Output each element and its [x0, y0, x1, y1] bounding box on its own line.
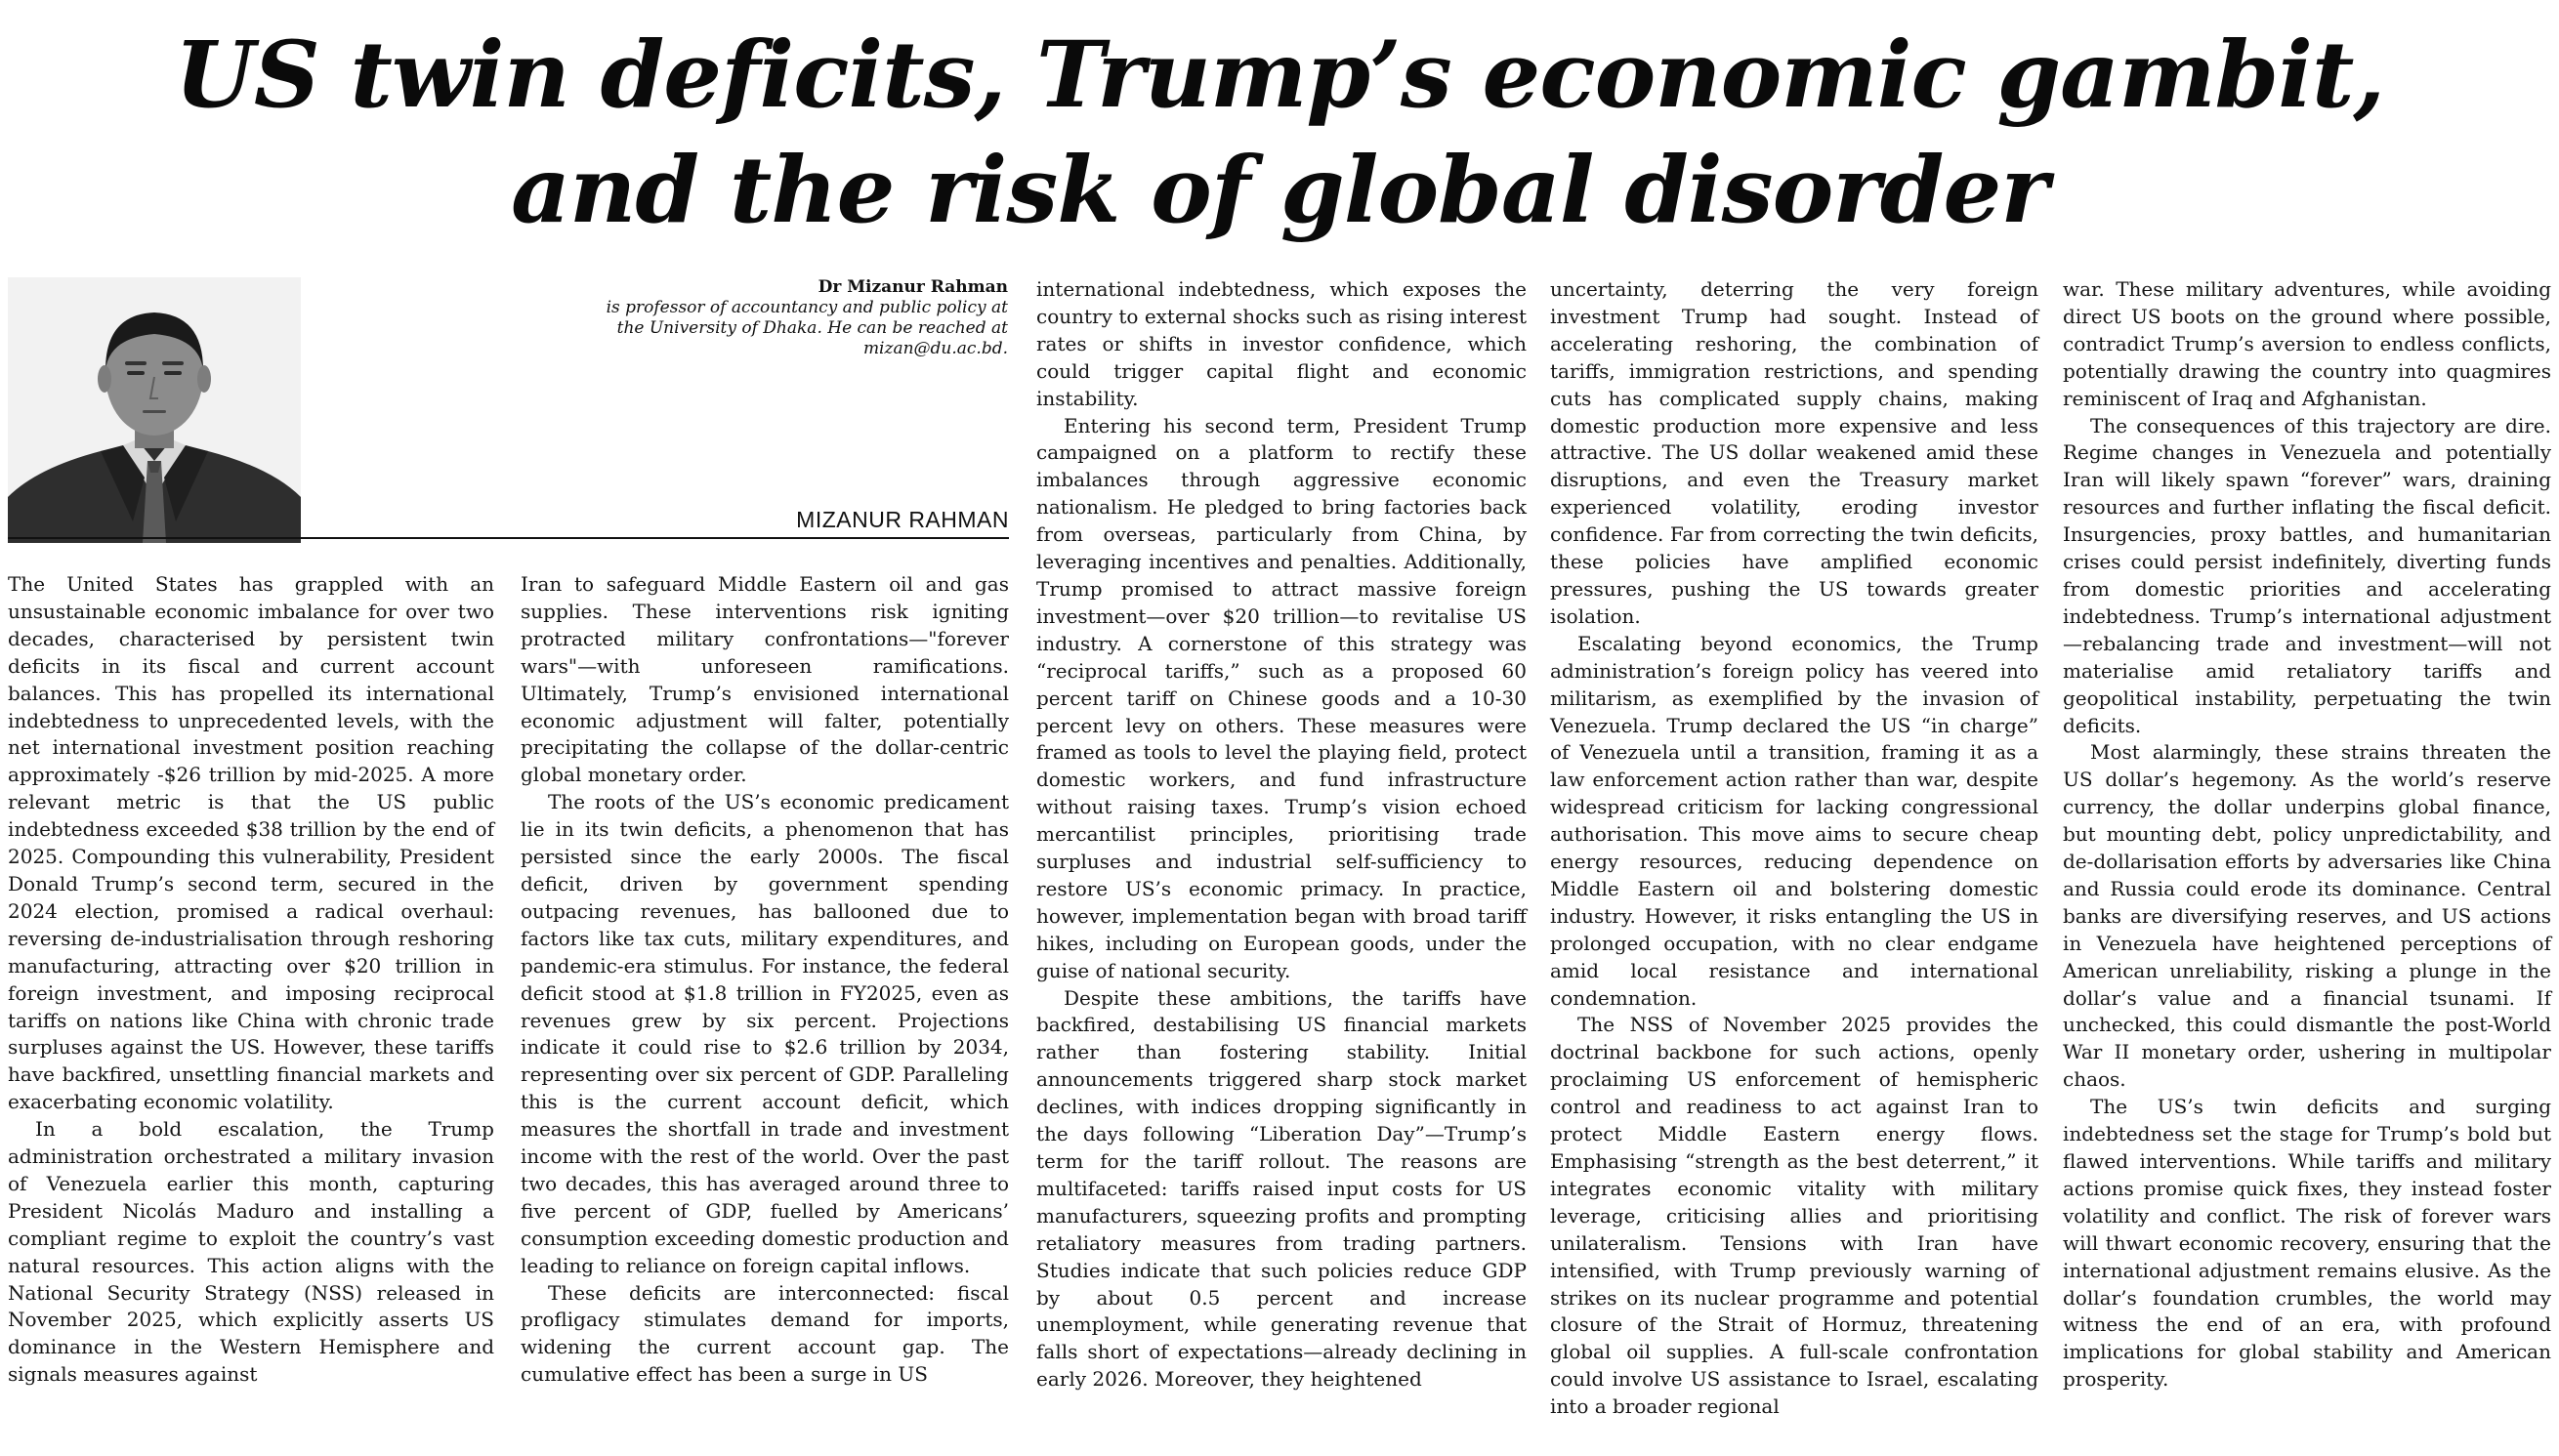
article-column-3 [1036, 276, 1527, 1394]
headline-line-1: US twin deficits, Trump’s economic gambit, [174, 21, 2385, 129]
author-bio-line-3: mizan@du.ac.bd. [862, 339, 1008, 358]
paragraph: Entering his second term, President Trump campaigned on a platform to rectify these imbalances through aggressive economic nationalism. He pledged to bring factories back from overseas, particularly from China, by leveraging incentives and penalties. Additionally, Trump promised to attract massive foreign investment—over $20 trillion—to revitalise US industry. A cornerstone of this strategy was “reciprocal tariffs,” such as a proposed 60 percent tariff on Chinese goods and a 10-30 percent levy on others. These measures were framed as tools to level the playing field, protect domestic workers, and fund infrastructure without raising taxes. Trump’s vision echoed mercantilist principles, prioritising trade surpluses and industrial self-sufficiency to restore US’s economic primacy. In practice, however, implementation began with broad tariff hikes, including on European goods, under the guise of national security. [1036, 413, 1527, 982]
paragraph: These deficits are interconnected: fiscal profligacy stimulates demand for imports, widening the current account gap. The cumulative effect has been a surge in US [521, 1280, 1009, 1387]
paragraph: Despite these ambitions, the tariffs have backfired, destabilising US financial markets rather than fostering stability. Initial announcements triggered sharp stock market declines, with indices dropping significantly in the days following “Liberation Day”—Trump’s term for the tariff rollout. The reasons are multifaceted: tariffs raised input costs for US manufacturers, squeezing profits and prompting retaliatory measures from trading partners. Studies indicate that such policies reduce GDP by about 0.5 percent and increase unemployment, while generating revenue that falls short of expectations—already declining in early 2026. Moreover, they heightened [1036, 985, 1527, 1392]
article-column-4 [1550, 276, 2038, 1421]
article-column-1 [8, 571, 494, 1389]
paragraph: war. These military adventures, while avoiding direct US boots on the ground where possible, contradict Trump’s aversion to endless conflicts, potentially drawing the country into quagmires reminiscent of Iraq and Afghanistan. [2063, 277, 2551, 410]
paragraph: Iran to safeguard Middle Eastern oil and gas supplies. These interventions risk igniting protracted military confrontations—"forever wars"—with unforeseen ramifications. Ultimately, Trump’s envisioned international economic adjustment will falter, potentially precipitating the collapse of the dollar-centric global monetary order. [521, 572, 1009, 787]
headline [0, 18, 2559, 248]
paragraph: The United States has grappled with an unsustainable economic imbalance for over two decades, characterised by persistent twin deficits in its fiscal and current account balances. This has propelled its international indebtedness to unprecedented levels, with the net international investment position reaching approximately -$26 trillion by mid-2025. A more relevant metric is that the US public indebtedness exceeded $38 trillion by the end of 2025. Compounding this vulnerability, President Donald Trump’s second term, secured in the 2024 election, promised a radical overhaul: reversing de-industrialisation through reshoring manufacturing, attracting over $20 trillion in foreign investment, and imposing reciprocal tariffs on nations like China with chronic trade surpluses against the US. However, these tariffs have backfired, unsettling financial markets and exacerbating economic volatility. [8, 572, 494, 1114]
paragraph: Escalating beyond economics, the Trump administration’s foreign policy has veered into militarism, as exemplified by the invasion of Venezuela. Trump declared the US “in charge” of Venezuela until a transition, framing it as a law enforcement action rather than war, despite widespread criticism for lacking congressional authorisation. This move aims to secure cheap energy resources, reducing dependence on Middle Eastern oil and bolstering domestic industry. However, it risks entangling the US in prolonged occupation, with no clear endgame amid local resistance and international condemnation. [1550, 631, 2038, 1010]
photo-credit: MIZANUR RAHMAN [8, 502, 1009, 539]
author-byline [313, 277, 1008, 359]
paragraph: Most alarmingly, these strains threaten the US dollar’s hegemony. As the world’s reserve currency, the dollar underpins global finance, but mounting debt, policy unpredictability, and de-dollarisation efforts by adversaries like China and Russia could erode its dominance. Central banks are diversifying reserves, and US actions in Venezuela have heightened perceptions of American unreliability, risking a plunge in the dollar’s value and a financial tsunami. If unchecked, this could dismantle the post-World War II monetary order, ushering in multipolar chaos. [2063, 740, 2551, 1092]
author-bio-line-2: the University of Dhaka. He can be reached at [616, 318, 1008, 338]
article-column-5 [2063, 276, 2551, 1394]
author-name: Dr Mizanur Rahman [818, 277, 1008, 297]
paragraph: The NSS of November 2025 provides the doctrinal backbone for such actions, openly proclaiming US enforcement of hemispheric control and readiness to act against Iran to protect Middle Eastern energy flows. Emphasising “strength as the best deterrent,” it integrates economic vitality with military leverage, criticising allies and prioritising unilateralism. Tensions with Iran have intensified, with Trump previously warning of strikes on its nuclear programme and potential closure of the Strait of Hormuz, threatening global oil supplies. A full-scale confrontation could involve US assistance to Israel, escalating into a broader regional [1550, 1013, 2038, 1419]
paragraph: international indebtedness, which exposes the country to external shocks such as rising interest rates or shifts in investor confidence, which could trigger capital flight and economic instability. [1036, 277, 1527, 410]
paragraph: uncertainty, deterring the very foreign investment Trump had sought. Instead of accelerating reshoring, the combination of tariffs, immigration restrictions, and spending cuts has complicated supply chains, making domestic production more expensive and less attractive. The US dollar weakened amid these disruptions, and even the Treasury market experienced volatility, eroding investor confidence. Far from correcting the twin deficits, these policies have amplified economic pressures, pushing the US towards greater isolation. [1550, 277, 2038, 628]
article-column-2 [521, 571, 1009, 1389]
paragraph: The US’s twin deficits and surging indebtedness set the stage for Trump’s bold but flawed interventions. While tariffs and military actions promise quick fixes, they instead foster volatility and conflict. The risk of forever wars will thwart economic recovery, ensuring that the international adjustment remains elusive. As the dollar’s foundation crumbles, the world may witness the end of an era, with profound implications for global stability and American prosperity. [2063, 1095, 2551, 1392]
paragraph: In a bold escalation, the Trump administration orchestrated a military invasion of Venezuela earlier this month, capturing President Nicolás Maduro and installing a compliant regime to exploit the country’s vast natural resources. This action aligns with the National Security Strategy (NSS) released in November 2025, which explicitly asserts US dominance in the Western Hemisphere and signals measures against [8, 1117, 494, 1387]
paragraph: The roots of the US’s economic predicament lie in its twin deficits, a phenomenon that has persisted since the early 2000s. The fiscal deficit, driven by government spending outpacing revenues, has ballooned due to factors like tax cuts, military expenditures, and pandemic-era stimulus. For instance, the federal deficit stood at $1.8 trillion in FY2025, even as revenues grew by six percent. Projections indicate it could rise to $2.6 trillion by 2034, representing over six percent of GDP. Paralleling this is the current account deficit, which measures the shortfall in trade and investment income with the rest of the world. Over the past two decades, this has averaged around three to five percent of GDP, fuelled by Americans’ consumption exceeding domestic production and leading to reliance on foreign capital inflows. [521, 790, 1009, 1277]
paragraph: The consequences of this trajectory are dire. Regime changes in Venezuela and potentially Iran will likely spawn “forever” wars, draining resources and further inflating the fiscal deficit. Insurgencies, proxy battles, and humanitarian crises could persist indefinitely, diverting funds from domestic priorities and accelerating indebtedness. Trump’s international adjustment—rebalancing trade and investment—will not materialise amid retaliatory tariffs and geopolitical instability, perpetuating the twin deficits. [2063, 413, 2551, 737]
author-bio-line-1: is professor of accountancy and public policy at [606, 298, 1008, 317]
headline-line-2: and the risk of global disorder [511, 137, 2048, 244]
